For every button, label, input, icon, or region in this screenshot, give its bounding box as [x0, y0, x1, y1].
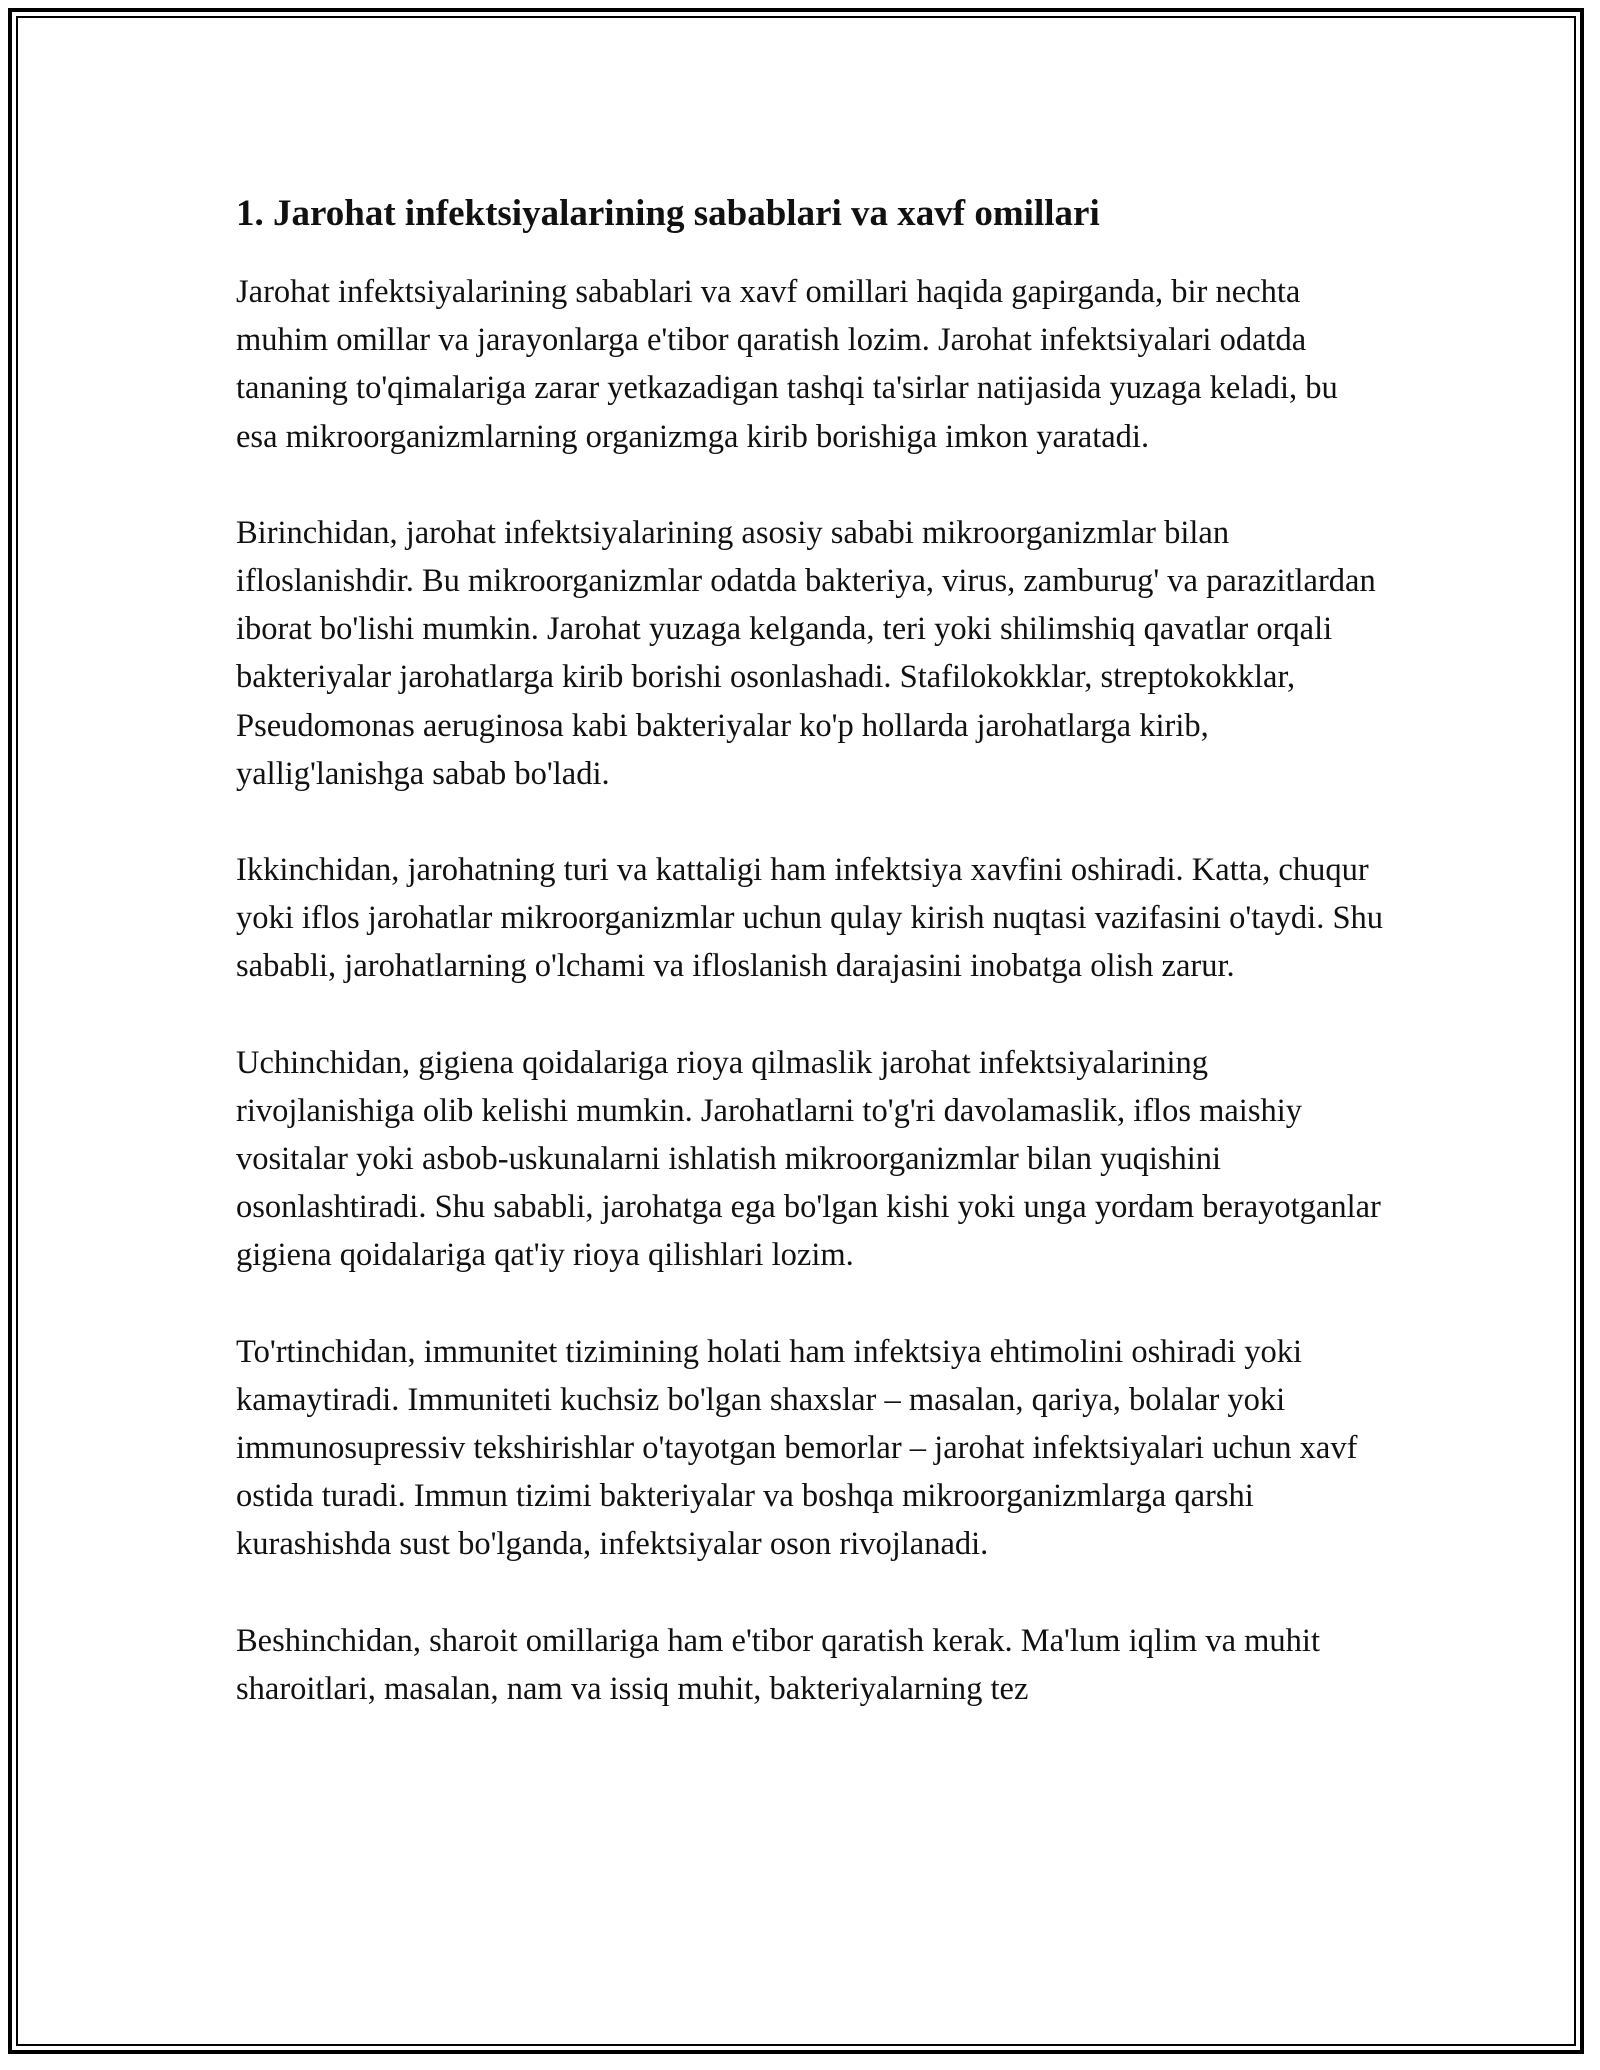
paragraph-second-cause: Ikkinchidan, jarohatning turi va kattaligi ham infektsiya xavfini oshiradi. Katta, chuqur yoki iflos jarohatlar mikroorganizmlar uchun qulay kirish nuqtasi vazifasini o'taydi. Shu sababli, jarohatlarning o'lchami va ifloslanish darajasini inobatga olish zarur. [236, 852, 1384, 985]
paragraph-first-cause: Birinchidan, jarohat infektsiyalarining asosiy sababi mikroorganizmlar bilan ifloslanishdir. Bu mikroorganizmlar odatda bakteriya, virus, zamburug' va parazitlardan iborat bo'lishi mumkin. Jarohat yuzaga kelganda, teri yoki shilimshiq qavatlar orqali bakteriyalar jarohatlarga kirib borishi osonlashadi. Stafilokokklar, streptokokklar, Pseudomonas aeruginosa kabi bakteriyalar ko'p hollarda jarohatlarga kirib, yallig'lanishga sabab bo'ladi. [236, 514, 1376, 792]
section-heading: 1. Jarohat infektsiyalarining sabablari va xavf omillari [236, 193, 1100, 234]
paragraph-third-cause: Uchinchidan, gigiena qoidalariga rioya qilmaslik jarohat infektsiyalarining rivojlanishiga olib kelishi mumkin. Jarohatlarni to'g'ri davolamaslik, iflos maishiy vositalar yoki asbob-uskunalarni ishlatish mikroorganizmlar bilan yuqishini osonlashtiradi. Shu sababli, jarohatga ega bo'lgan kishi yoki unga yordam berayotganlar gigiena qoidalariga qat'iy rioya qilishlari lozim. [236, 1044, 1381, 1274]
paragraph-fourth-cause: To'rtinchidan, immunitet tizimining holati ham infektsiya ehtimolini oshiradi yoki kamaytiradi. Immuniteti kuchsiz bo'lgan shaxslar – masalan, qariya, bolalar yoki immunosupressiv tekshirishlar o'tayotgan bemorlar – jarohat infektsiyalari uchun xavf ostida turadi. Immun tizimi bakteriyalar va boshqa mikroorganizmlarga qarshi kurashishda sust bo'lganda, infektsiyalar oson rivojlanadi. [236, 1333, 1358, 1563]
paragraph-intro: Jarohat infektsiyalarining sabablari va xavf omillari haqida gapirganda, bir nechta muhim omillar va jarayonlarga e'tibor qaratish lozim. Jarohat infektsiyalari odatda tananing to'qimalariga zarar yetkazadigan tashqi ta'sirlar natijasida yuzaga keladi, bu esa mikroorganizmlarning organizmga kirib borishiga imkon yaratadi. [236, 274, 1338, 455]
document-body [236, 190, 1386, 1761]
paragraph-fifth-cause: Beshinchidan, sharoit omillariga ham e'tibor qaratish kerak. Ma'lum iqlim va muhit sharoitlari, masalan, nam va issiq muhit, bakteriyalarning tez [236, 1622, 1320, 1707]
